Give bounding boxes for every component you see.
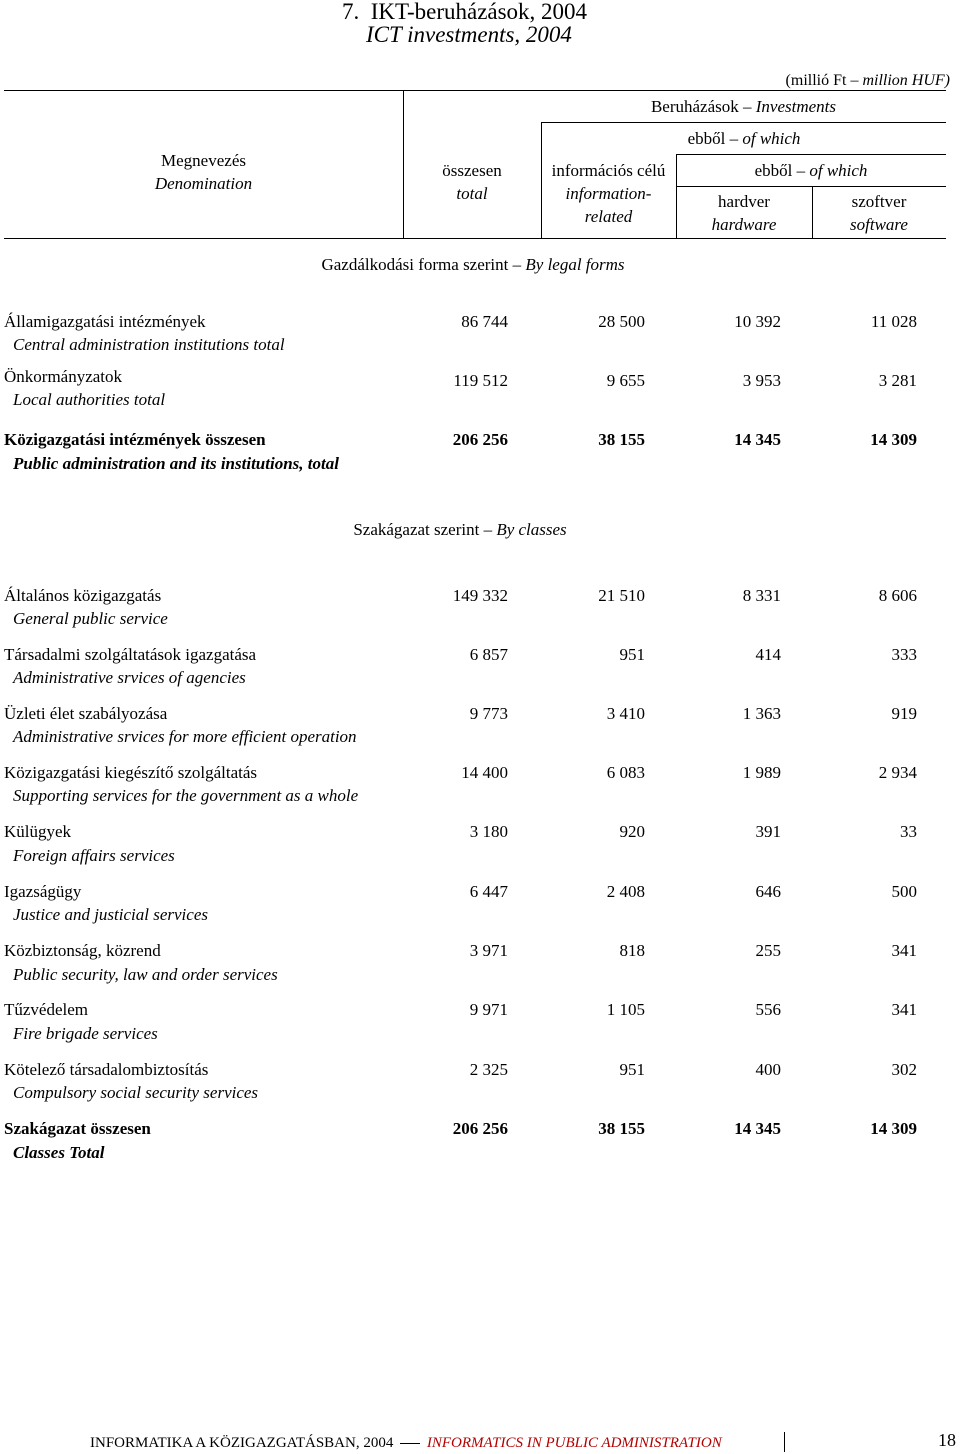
cell-info: 6 083 [606,763,645,782]
header-rule-ofwhich2 [676,186,946,187]
cell-software: 341 [891,1000,917,1019]
row-label-hu: Általános közigazgatás [4,586,162,605]
cell-hardware: 8 331 [742,586,781,605]
row-label-hu: Szakágazat összesen [4,1119,151,1138]
footer-en: INFORMATICS IN PUBLIC ADMINISTRATION [426,1435,722,1451]
cell-info: 2 408 [606,882,645,901]
row-label-hu: Tűzvédelem [4,1000,89,1019]
cell-hardware: 3 953 [742,371,781,390]
row-label-en: Public administration and its institutions, total [13,454,339,473]
row-label-hu: Államigazgatási intézmények [4,312,206,331]
cell-total: 9 971 [469,1000,508,1019]
cell-hardware: 255 [755,941,781,960]
row-label-hu: Üzleti élet szabályozása [4,704,168,723]
cell-info: 951 [619,1060,645,1079]
unit-label: (millió Ft – million HUF) [785,72,950,89]
cell-software: 302 [891,1060,917,1079]
cell-hardware: 414 [755,645,781,664]
row-label-hu: Igazságügy [4,882,82,901]
cell-total: 6 447 [469,882,508,901]
cell-hardware: 400 [755,1060,781,1079]
cell-hardware: 646 [755,882,781,901]
cell-info: 9 655 [606,371,645,390]
header-top-rule [4,90,946,91]
cell-software: 3 281 [878,371,917,390]
cell-total: 3 971 [469,941,508,960]
footer-separator [784,1432,785,1452]
cell-info: 920 [619,822,645,841]
cell-info: 21 510 [598,586,645,605]
page-number: 18 [938,1430,956,1450]
row-label-en: Foreign affairs services [13,846,175,865]
software-header: szoftver software [850,192,908,234]
header-rule-ofwhich1 [676,154,946,155]
cell-software: 11 028 [870,312,917,331]
cell-info: 38 155 [598,430,645,449]
page-footer [90,1434,722,1452]
info-related-header: információs célú information- related [551,161,666,226]
cell-total: 6 857 [469,645,508,664]
row-label-en: Public security, law and order services [13,965,278,984]
title-hu: 7. IKT-beruházások, 2004 [342,0,588,24]
row-label-hu: Külügyek [4,822,72,841]
header-rule-investments [541,122,946,123]
section-by-classes: Szakágazat szerint – By classes [353,520,567,539]
of-which-header-1: ebből – of which [687,129,801,148]
cell-software: 33 [900,822,917,841]
hardware-header: hardver hardware [711,192,777,234]
cell-total: 9 773 [469,704,508,723]
cell-hardware: 14 345 [734,1119,781,1138]
cell-hardware: 556 [755,1000,781,1019]
cell-software: 2 934 [878,763,917,782]
cell-info: 1 105 [606,1000,645,1019]
cell-hardware: 10 392 [734,312,781,331]
cell-info: 38 155 [598,1119,645,1138]
cell-total: 14 400 [461,763,508,782]
row-label-hu: Kötelező társadalombiztosítás [4,1060,209,1079]
footer-hu: INFORMATIKA A KÖZIGAZGATÁSBAN, 2004 [90,1435,394,1451]
row-label-hu: Közigazgatási kiegészítő szolgáltatás [4,763,258,782]
row-label-en: Local authorities total [13,390,166,409]
cell-hardware: 1 363 [742,704,781,723]
row-label-hu: Közbiztonság, közrend [4,941,161,960]
row-label-en: Compulsory social security services [13,1083,259,1102]
investments-header: Beruházások – Investments [650,97,837,116]
cell-total: 2 325 [469,1060,508,1079]
cell-total: 3 180 [469,822,508,841]
section-legal-forms: Gazdálkodási forma szerint – By legal forms [321,255,625,274]
footer-dash [400,1443,420,1444]
cell-info: 3 410 [606,704,645,723]
cell-hardware: 391 [755,822,781,841]
cell-total: 119 512 [453,371,508,390]
row-label-en: Justice and justicial services [13,905,208,924]
row-label-en: Supporting services for the government as a whole [13,786,359,805]
of-which-header-2: ebből – of which [754,161,868,180]
row-label-en: Classes Total [13,1143,105,1162]
cell-software: 14 309 [870,1119,917,1138]
cell-total: 86 744 [461,312,508,331]
row-label-hu: Társadalmi szolgáltatások igazgatása [4,645,257,664]
total-header: összesen total [442,161,502,203]
header-bottom-rule [4,238,946,239]
cell-hardware: 1 989 [742,763,781,782]
cell-software: 500 [891,882,917,901]
row-label-en: Fire brigade services [13,1024,158,1043]
title-en: ICT investments, 2004 [366,22,572,47]
cell-total: 149 332 [452,586,508,605]
row-label-en: Central administration institutions total [13,335,285,354]
cell-software: 333 [891,645,917,664]
cell-software: 341 [891,941,917,960]
row-label-hu: Önkormányzatok [4,367,123,386]
denomination-header: Megnevezés Denomination [154,151,253,193]
cell-software: 14 309 [870,430,917,449]
cell-info: 818 [619,941,645,960]
row-label-hu: Közigazgatási intézmények összesen [4,430,266,449]
cell-info: 28 500 [598,312,645,331]
cell-software: 8 606 [878,586,917,605]
row-label-en: Administrative srvices of agencies [13,668,246,687]
row-label-en: Administrative srvices for more efficient operation [13,727,357,746]
cell-total: 206 256 [452,1119,508,1138]
cell-software: 919 [891,704,917,723]
row-label-en: General public service [13,609,168,628]
cell-total: 206 256 [452,430,508,449]
cell-info: 951 [619,645,645,664]
cell-hardware: 14 345 [734,430,781,449]
